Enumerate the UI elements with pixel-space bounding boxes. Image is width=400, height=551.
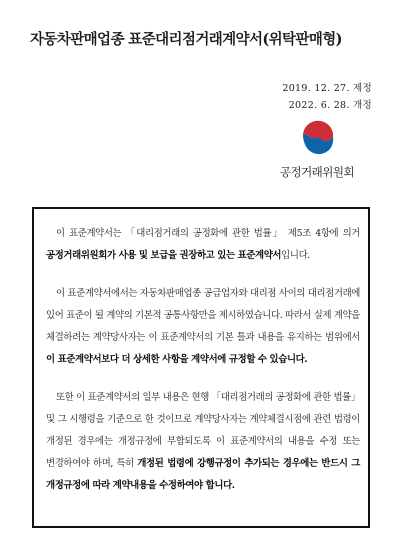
revision-date: 2022. 6. 28. 개정	[288, 100, 372, 111]
taegeuk-logo-icon	[300, 120, 336, 156]
notice-paragraph-1	[46, 223, 360, 267]
p1-bold: 공정거래위원회가 사용 및 보급을 권장하고 있는 표준계약서	[46, 250, 282, 261]
p3-text: 또한 이 표준계약서의 일부 내용은 현행 「대리점거래의 공정화에 관한 법률」 및 그 시행령을 기준으로 한 것이므로 계약당사자는 계약체결시점에 관련 법령이 개정된 경우에는 개정규정에 부합되도록 이 표준계약서의 내용을 수정 또는 변경하여야 하며, 특히	[46, 392, 360, 469]
p1-text: 이 표준계약서는 「대리점거래의 공정화에 관한 법률」 제5조 4항에 의거	[56, 228, 360, 239]
enactment-date: 2019. 12. 27. 제정	[282, 83, 372, 94]
document-title: 자동차판매업종 표준대리점거래계약서(위탁판매형)	[30, 31, 342, 48]
notice-paragraph-2	[46, 283, 360, 371]
notice-box	[32, 207, 370, 528]
p2-bold: 이 표준계약서보다 더 상세한 사항을 계약서에 규정할 수 있습니다.	[46, 354, 308, 365]
p2-text: 이 표준계약서에서는 자동차판매업종 공급업자와 대리점 사이의 대리점거래에 있어 표준이 될 계약의 기본적 공통사항만을 제시하였습니다. 따라서 실제 계약을 체결하려는 계약당사자는 이 표준계약서의 기본 틀과 내용을 유지하는 범위에서	[46, 288, 360, 343]
organization-name: 공정거래위원회	[279, 165, 355, 179]
notice-paragraph-3	[46, 387, 360, 497]
p1-tail: 입니다.	[281, 250, 310, 261]
date-block	[282, 80, 372, 114]
p3-bold: 개정된 법령에 강행규정이 추가되는 경우에는 반드시 그 개정규정에 따라 계약내용을 수정하여야 합니다.	[46, 458, 360, 491]
